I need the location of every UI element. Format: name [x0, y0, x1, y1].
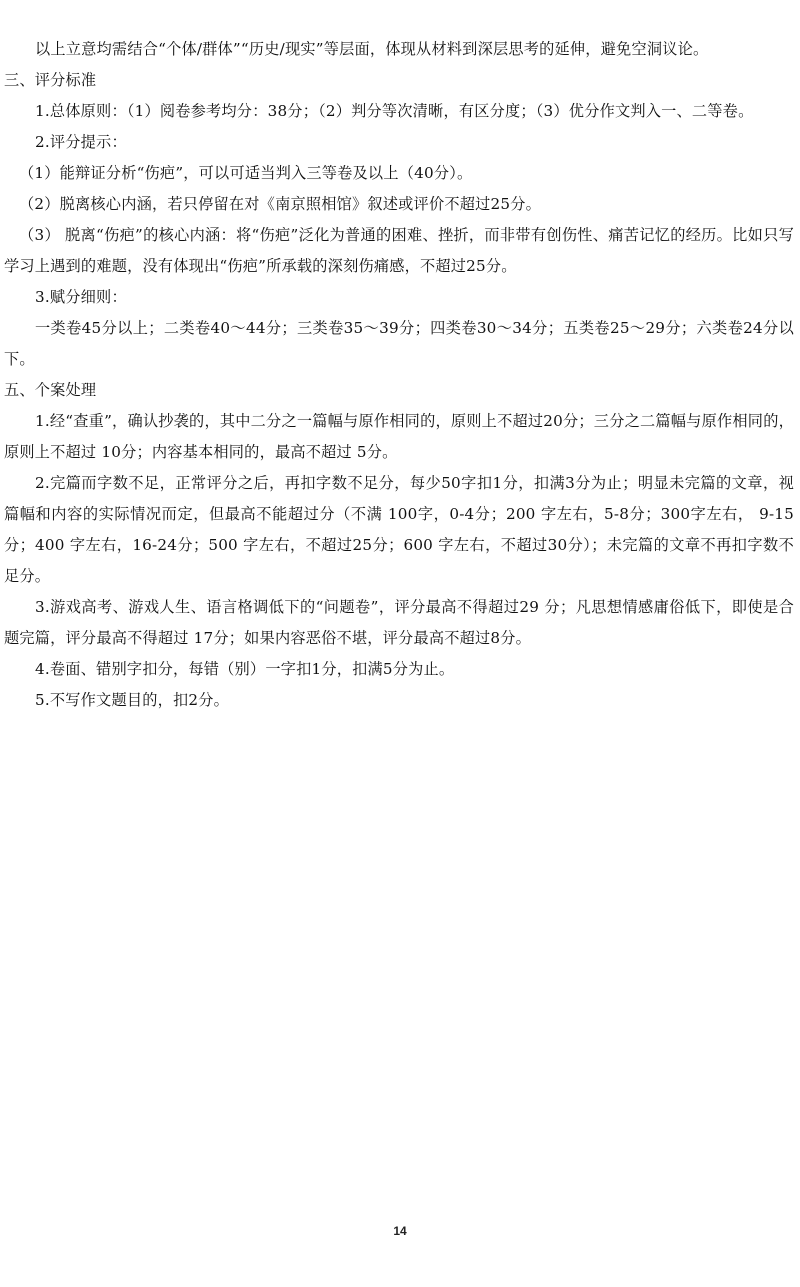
special-case-2: 2.完篇而字数不足，正常评分之后，再扣字数不足分，每少50字扣1分，扣满3分为止；明显未完篇的文章，视篇幅和内容的实际情况而定，但最高不能超过分（不满 100字，0-4分；200 字左右，5-8分；300字左右， 9-15分；400 字左右，16-24分；500 字左右，不超过25分；600 字左右，不超过30分）；未完篇的文章不再扣字数不足分。: [4, 474, 794, 585]
special-case-4: 4.卷面、错别字扣分，每错（别）一字扣1分，扣满5分为止。: [35, 660, 455, 678]
section-heading-scoring-standards: 三、评分标准: [4, 71, 97, 89]
document-body: [4, 34, 794, 716]
intro-paragraph: 以上立意均需结合“个体/群体”“历史/现实”等层面，体现从材料到深层思考的延伸，避免空洞议论。: [35, 40, 709, 58]
scoring-tip-1: （1）能辩证分析“伤疤”，可以可适当判入三等卷及以上（40分）。: [19, 164, 473, 182]
section-heading-special-cases: 五、个案处理: [4, 381, 97, 399]
grading-details-heading: 3.赋分细则：: [35, 288, 127, 306]
page-number: 14: [393, 1224, 407, 1238]
special-case-1: 1.经“查重”，确认抄袭的，其中二分之一篇幅与原作相同的，原则上不超过20分；三分之二篇幅与原作相同的，原则上不超过 10分；内容基本相同的，最高不超过 5分。: [4, 412, 794, 461]
special-case-3: 3.游戏高考、游戏人生、语言格调低下的“问题卷”，评分最高不得超过29 分；凡思想情感庸俗低下，即使是合题完篇，评分最高不得超过 17分；如果内容恶俗不堪，评分最高不超过8分。: [4, 598, 794, 647]
scoring-tip-2: （2）脱离核心内涵，若只停留在对《南京照相馆》叙述或评价不超过25分。: [19, 195, 541, 213]
scoring-tips-heading: 2.评分提示：: [35, 133, 127, 151]
special-case-5: 5.不写作文题目的，扣2分。: [35, 691, 230, 709]
general-principles-paragraph: 1.总体原则：（1）阅卷参考均分：38分；（2）判分等次清晰，有区分度；（3）优分作文判入一、二等卷。: [35, 102, 754, 120]
scoring-tip-3: （3） 脱离“伤疤”的核心内涵：将“伤疤”泛化为普通的困难、挫折，而非带有创伤性、痛苦记忆的经历。比如只写学习上遇到的难题，没有体现出“伤疤”所承载的深刻伤痛感，不超过25分。: [4, 226, 794, 275]
grading-details-paragraph: 一类卷45分以上；二类卷40～44分；三类卷35～39分；四类卷30～34分；五类卷25～29分；六类卷24分以下。: [4, 319, 794, 368]
